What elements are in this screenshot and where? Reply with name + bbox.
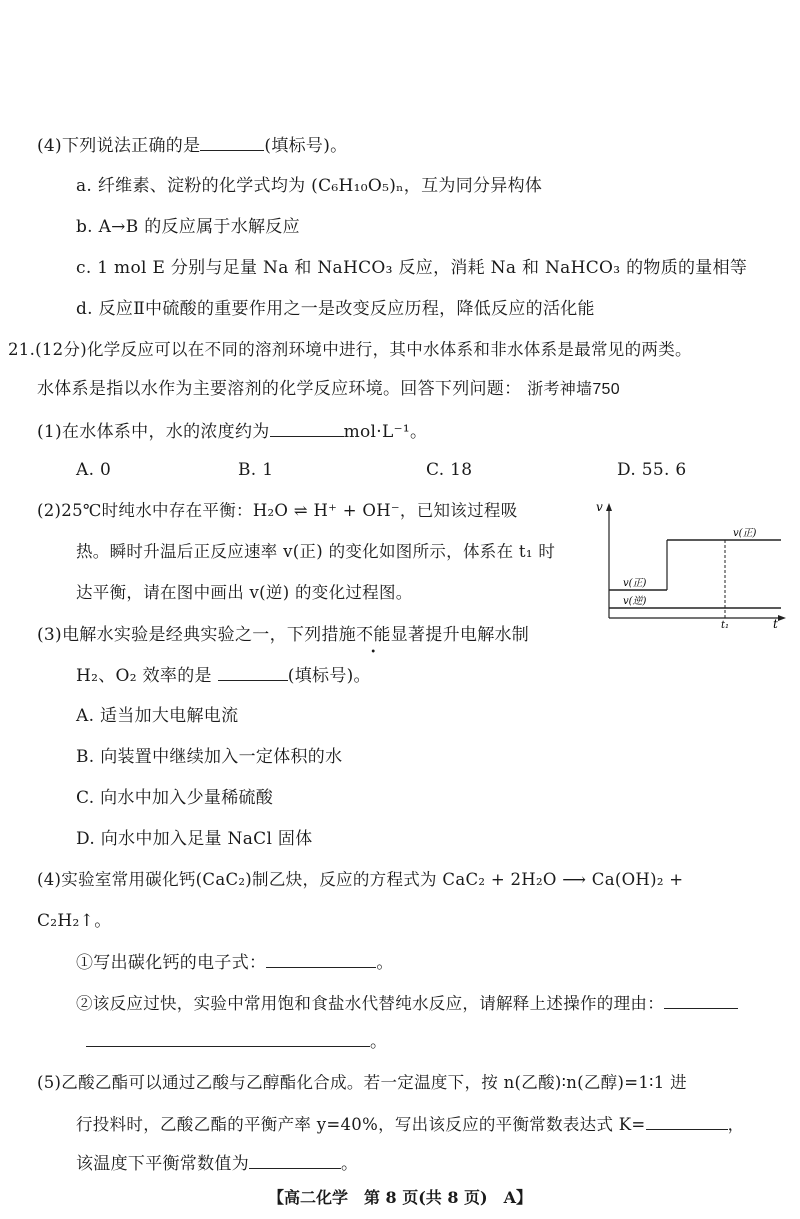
v-reverse-old-label: v(逆) <box>623 596 647 607</box>
q21-1-option-a: A. 0 <box>76 460 112 480</box>
q21-1-stem: (1)在水体系中，水的浓度约为 mol·L⁻¹。 <box>37 422 428 442</box>
rate-time-graph[interactable] <box>595 500 790 630</box>
answer-blank[interactable] <box>218 664 288 681</box>
q21-3-line1: (3)电解水实验是经典实验之一，下列措施不能显著提升电解水制 <box>37 625 530 645</box>
q21-5-line3: 该温度下平衡常数值为 。 <box>76 1154 359 1174</box>
q21-1-option-d: D. 55. 6 <box>617 460 687 480</box>
answer-blank[interactable] <box>266 951 376 968</box>
q21-3-line2: H₂、O₂ 效率的是 (填标号)。 <box>76 666 371 686</box>
q21-2-line2: 热。瞬时升温后正反应速率 v(正) 的变化如图所示，体系在 t₁ 时 <box>76 542 556 561</box>
q21-2-line3: 达平衡，请在图中画出 v(逆) 的变化过程图。 <box>76 583 413 602</box>
q21-3-option-c: C. 向水中加入少量稀硫酸 <box>76 788 274 808</box>
q20-4-option-c: c. 1 mol E 分别与足量 Na 和 NaHCO₃ 反应，消耗 Na 和 NaHCO₃ 的物质的量相等 <box>76 258 748 278</box>
watermark-text: 浙考神墙750 <box>527 381 620 398</box>
q20-4-option-d: d. 反应Ⅱ中硫酸的重要作用之一是改变反应历程，降低反应的活化能 <box>76 299 595 319</box>
q21-4-q1: ①写出碳化钙的电子式： 。 <box>76 953 394 973</box>
q21-3-option-b: B. 向装置中继续加入一定体积的水 <box>76 747 343 767</box>
q21-3-option-a: A. 适当加大电解电流 <box>76 706 239 726</box>
q21-3-option-d: D. 向水中加入足量 NaCl 固体 <box>76 829 313 849</box>
q21-intro-line1: 21.(12分)化学反应可以在不同的溶剂环境中进行，其中水体系和非水体系是最常见的两类。 <box>8 340 692 359</box>
y-axis-label: v <box>596 500 603 514</box>
q21-intro-line2: 水体系是指以水作为主要溶剂的化学反应环境。回答下列问题： 浙考神墙750 <box>37 379 620 399</box>
q21-1-option-b: B. 1 <box>238 460 274 480</box>
answer-blank[interactable] <box>664 992 738 1009</box>
q21-5-line1: (5)乙酸乙酯可以通过乙酸与乙醇酯化合成。若一定温度下，按 n(乙酸)∶n(乙醇)=1∶1 进 <box>37 1073 687 1092</box>
answer-blank[interactable] <box>249 1152 341 1169</box>
q20-4-option-b: b. A→B 的反应属于水解反应 <box>76 217 300 237</box>
emphasis-not: 不能 <box>356 625 391 645</box>
q21-2-line1: (2)25℃时纯水中存在平衡：H₂O ⇌ H⁺ + OH⁻，已知该过程吸 <box>37 501 518 520</box>
q20-4-stem: (4)下列说法正确的是 (填标号)。 <box>37 136 348 156</box>
page-footer: 【高二化学 第 8 页(共 8 页) A】 <box>267 1188 533 1207</box>
y-axis-arrow-icon <box>606 503 612 511</box>
x-axis-arrow-icon <box>778 615 786 621</box>
q21-4-line2: C₂H₂↑。 <box>37 911 112 931</box>
answer-blank[interactable] <box>200 134 264 151</box>
q20-4-option-a: a. 纤维素、淀粉的化学式均为 (C₆H₁₀O₅)ₙ，互为同分异构体 <box>76 176 543 196</box>
answer-blank[interactable] <box>646 1113 728 1130</box>
x-axis-label: t <box>773 617 778 630</box>
q21-1-option-c: C. 18 <box>426 460 473 480</box>
answer-blank[interactable] <box>86 1030 370 1047</box>
q21-4-q2: ②该反应过快，实验中常用饱和食盐水代替纯水反应，请解释上述操作的理由： <box>76 992 738 1015</box>
answer-blank[interactable] <box>270 420 344 437</box>
q21-5-line2: 行投料时，乙酸乙酯的平衡产率 y=40%，写出该反应的平衡常数表达式 K= ， <box>76 1115 745 1134</box>
q21-4-line1: (4)实验室常用碳化钙(CaC₂)制乙炔，反应的方程式为 CaC₂ + 2H₂O ⟶ Ca(OH)₂ + <box>37 870 684 889</box>
q21-4-q2-continuation: 。 <box>86 1030 387 1053</box>
t1-label: t₁ <box>721 620 730 630</box>
v-forward-old-label: v(正) <box>623 578 647 589</box>
v-forward-new-label: v(正) <box>733 528 757 539</box>
